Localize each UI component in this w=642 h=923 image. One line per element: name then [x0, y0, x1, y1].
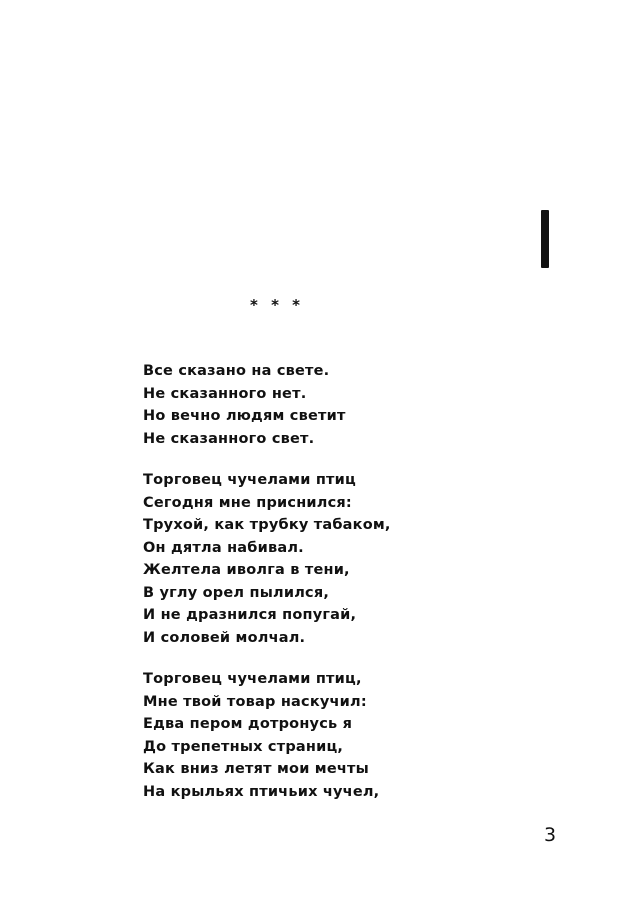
page-edge-marker [541, 210, 549, 268]
poem [143, 360, 473, 822]
stanza-1 [143, 360, 473, 450]
poem-line: Мне твой товар наскучил: [143, 693, 367, 710]
poem-line: Желтела иволга в тени, [143, 562, 350, 578]
poem-line: Едва пером дотронусь я [143, 716, 353, 732]
poem-line: Торговец чучелами птиц [143, 472, 356, 488]
poem-line: И соловей молчал. [143, 629, 306, 646]
section-mark: * * * [250, 296, 304, 314]
stanza-3 [143, 668, 473, 803]
page-number: 3 [544, 824, 557, 846]
stanza-2 [143, 469, 473, 649]
poem-line: До трепетных страниц, [143, 738, 344, 755]
poem-line: Но вечно людям светит [143, 408, 346, 424]
poem-line: И не дразнился попугай, [143, 607, 357, 623]
poem-line: Все сказано на свете. [143, 363, 330, 379]
poem-line: Торговец чучелами птиц, [143, 671, 362, 687]
poem-line: На крыльях птичьих чучел, [143, 783, 380, 800]
poem-line: В углу орел пылился, [143, 584, 330, 601]
poem-line: Он дятла набивал. [143, 539, 304, 556]
poem-line: Не сказанного нет. [143, 385, 307, 402]
poem-line: Не сказанного свет. [143, 430, 315, 447]
poem-line: Сегодня мне приснился: [143, 494, 352, 511]
poem-line: Как вниз летят мои мечты [143, 761, 369, 777]
poem-line: Трухой, как трубку табаком, [143, 517, 391, 533]
